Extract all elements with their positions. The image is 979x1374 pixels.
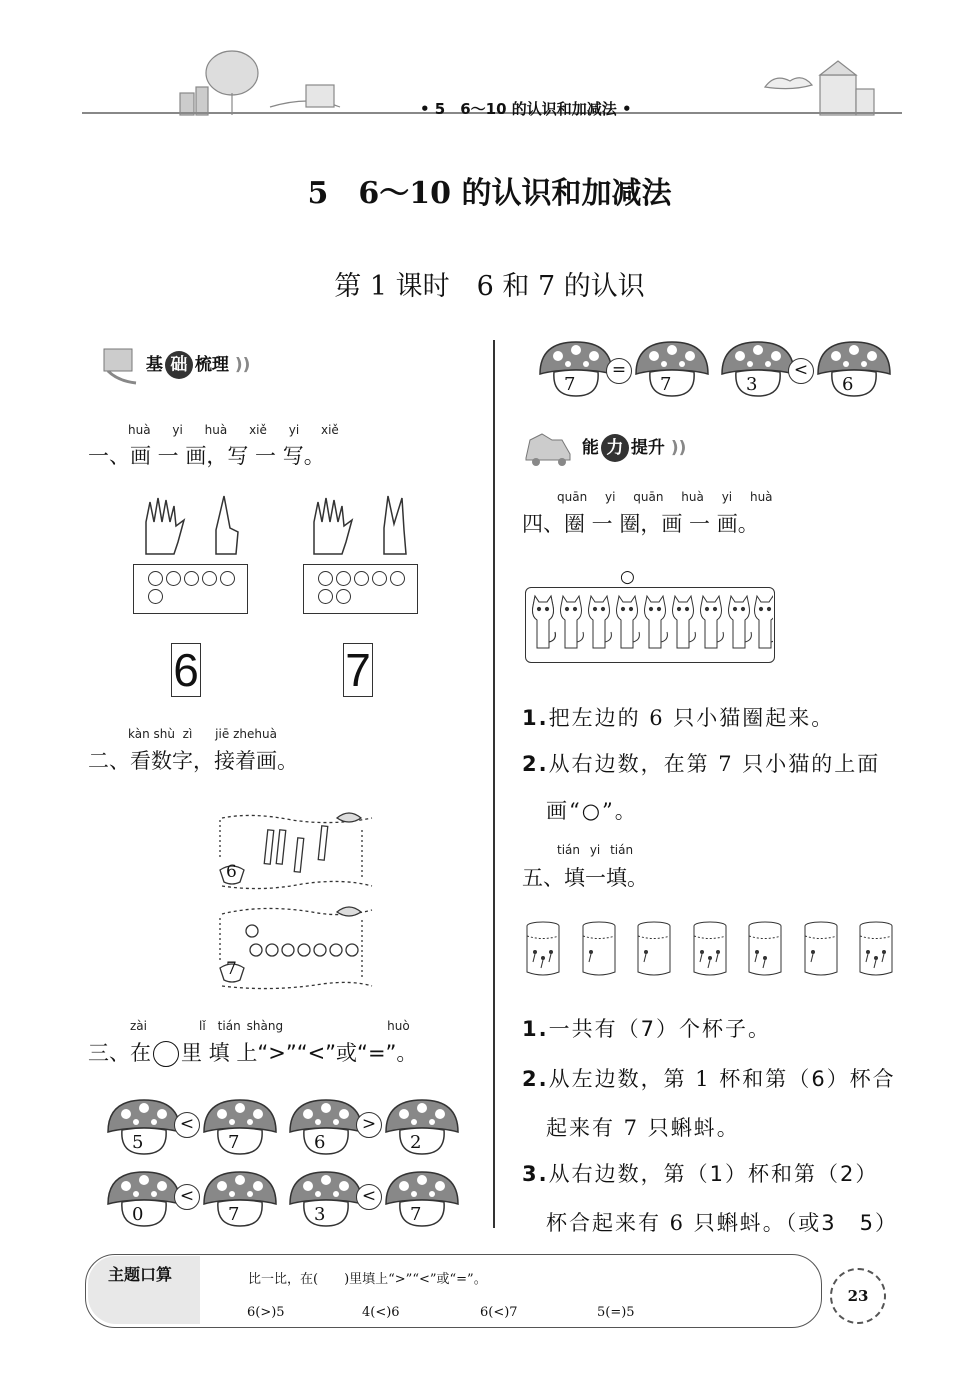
chapter-title: 5 6～10 的认识和加减法 <box>307 176 672 211</box>
q5-item-3-cont: 杯合起来有 6 只蝌蚪。（或3 5） <box>546 1211 898 1235</box>
answer-value: 3 5 <box>821 1211 875 1235</box>
truck-icon <box>522 428 576 468</box>
mushroom-number: 7 <box>228 1204 240 1225</box>
compare-group-4 <box>288 1170 458 1230</box>
frame-number-6: 6 <box>226 862 237 882</box>
mental-math-item: 6(<)7 <box>480 1305 518 1320</box>
number-frames-illustration <box>212 800 382 990</box>
cat-row-illustration <box>527 592 773 658</box>
mushroom-number: 2 <box>410 1132 422 1153</box>
mushroom-number: 7 <box>410 1204 422 1225</box>
cup-icon <box>803 920 839 978</box>
mushroom-icon <box>106 1098 182 1156</box>
mental-math-label: 主题口算 <box>108 1265 173 1284</box>
mushroom-number: 7 <box>228 1132 240 1153</box>
q4-text: 四、圈 一 圈，画 一 画。 <box>522 512 759 536</box>
digit-box-6: 6 <box>171 643 201 697</box>
cup-icon <box>636 920 672 978</box>
compare-group-2 <box>288 1098 458 1158</box>
counting-box-1 <box>133 564 248 614</box>
mental-math-item: 6(>)5 <box>247 1305 285 1320</box>
badge-char-1: 基 <box>145 355 163 375</box>
compare-group-1 <box>106 1098 276 1158</box>
answer-value: 7 <box>640 1017 656 1041</box>
compare-group-3 <box>106 1170 276 1230</box>
cups-row <box>525 920 900 980</box>
badge-char-3: 提升 <box>630 438 665 458</box>
mushroom-icon <box>384 1170 460 1228</box>
mental-math-item: 5(=)5 <box>597 1305 635 1320</box>
cup-icon <box>858 920 894 978</box>
mushroom-icon <box>720 340 796 398</box>
cat-marker-circle: ○ <box>620 567 635 587</box>
compare-circle[interactable]: = <box>606 358 632 384</box>
cup-icon <box>692 920 728 978</box>
mushroom-number: 5 <box>132 1132 144 1153</box>
q4-item-2-cont: 画“○”。 <box>546 799 638 823</box>
q1-text: 一、画 一 画，写 一 写。 <box>88 444 325 468</box>
digit-box-7: 7 <box>343 643 373 697</box>
compare-circle[interactable]: > <box>356 1112 382 1138</box>
q5-item-1: 1.一共有（7）个杯子。 <box>522 1017 771 1041</box>
q1-pinyin: huà yi huà xiě yi xiě <box>128 423 339 437</box>
mushroom-icon <box>288 1170 364 1228</box>
mental-math-item: 4(<)6 <box>362 1305 400 1320</box>
mushroom-number: 3 <box>746 374 758 395</box>
mushroom-number: 0 <box>132 1204 144 1225</box>
page-number: 23 <box>830 1268 886 1324</box>
q2-pinyin: kàn shù zì jiē zhehuà <box>128 727 277 741</box>
badge-char-3: 梳理 <box>194 355 229 375</box>
mushroom-number: 7 <box>660 374 672 395</box>
mushroom-number: 6 <box>314 1132 326 1153</box>
compare-circle[interactable]: < <box>174 1112 200 1138</box>
mushroom-icon <box>538 340 614 398</box>
running-title: • 5 6～10 的认识和加减法 • <box>420 100 632 118</box>
answer-value: 6 <box>811 1067 827 1091</box>
slide-icon <box>100 345 140 385</box>
q3-text: 三、在 里 填 上“>”“<”或“=”。 <box>88 1041 418 1065</box>
q4-item-2: 2.从右边数，在第 7 只小猫的上面 <box>522 752 881 776</box>
mushroom-icon <box>106 1170 182 1228</box>
badge-char-1: 能 <box>581 438 599 458</box>
q5-item-3: 3.从右边数，第（1）杯和第（2） <box>522 1162 879 1186</box>
compare-circle[interactable]: < <box>356 1184 382 1210</box>
mushroom-number: 3 <box>314 1204 326 1225</box>
cup-icon <box>747 920 783 978</box>
compare-group-top-2 <box>720 340 890 400</box>
q4-pinyin: quān yi quān huà yi huà <box>557 490 773 504</box>
compare-circle[interactable]: < <box>174 1184 200 1210</box>
mushroom-icon <box>634 340 710 398</box>
column-divider <box>493 340 495 1228</box>
mushroom-icon <box>816 340 892 398</box>
q5-pinyin: tián yi tián <box>557 843 634 857</box>
compare-circle[interactable]: < <box>788 358 814 384</box>
mushroom-number: 6 <box>842 374 854 395</box>
q4-item-1: 1.把左边的 6 只小猫圈起来。 <box>522 706 835 730</box>
q5-item-2-cont: 起来有 7 只蝌蚪。 <box>546 1116 740 1140</box>
mushroom-icon <box>202 1170 278 1228</box>
mushroom-number: 7 <box>564 374 576 395</box>
mushroom-icon <box>288 1098 364 1156</box>
compare-group-top-1 <box>538 340 708 400</box>
badge-char-2: 础 <box>165 351 193 379</box>
cup-icon <box>525 920 561 978</box>
frame-number-7: 7 <box>226 959 237 979</box>
counting-box-2 <box>303 564 418 614</box>
q5-text: 五、填一填。 <box>522 866 648 890</box>
lesson-title: 第 1 课时 6 和 7 的认识 <box>334 271 645 302</box>
badge-char-2: 力 <box>601 434 629 462</box>
q5-item-2: 2.从左边数，第 1 杯和第（6）杯合 <box>522 1067 896 1091</box>
hands-illustration-1 <box>138 492 258 562</box>
section-badge-advanced: 能 力 提升 )) <box>522 428 686 468</box>
mental-math-instruction: 比一比，在( )里填上“>”“<”或“=”。 <box>248 1272 487 1287</box>
answer-value: 1 <box>709 1162 725 1186</box>
answer-value: 2 <box>839 1162 856 1186</box>
answer-circle-icon <box>153 1041 179 1067</box>
cup-icon <box>581 920 617 978</box>
q2-text: 二、看数字，接着画。 <box>88 749 298 773</box>
hands-illustration-2 <box>306 492 426 562</box>
q3-pinyin: zài lǐ tián shàng huò <box>130 1019 410 1033</box>
mushroom-icon <box>202 1098 278 1156</box>
mushroom-icon <box>384 1098 460 1156</box>
section-badge-basics: 基 础 梳理 )) <box>100 345 250 385</box>
